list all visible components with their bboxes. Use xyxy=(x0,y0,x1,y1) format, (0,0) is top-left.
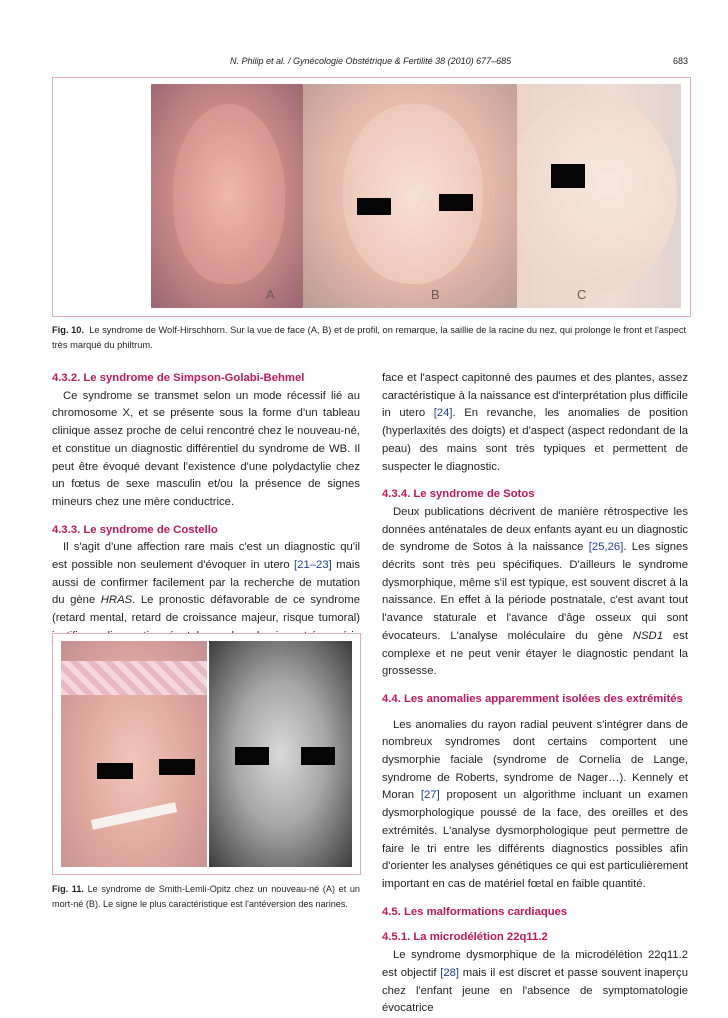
text-run: proposent un algorithme incluant un examen dysmorphologique poussé de la face, des oreilles et des extrémités. L'analyse dysmorphologique peut permettre de faire le tri entre les différents diagnostics possibles afin d'orienter les analyses génétiques ce qui est particulièrement important en cas de matériel fœtal en faible quantité. xyxy=(382,789,688,890)
caption-text: Le syndrome de Wolf-Hirschhorn. Sur la vue de face (A, B) et de profil, on remarque, la saillie de la racine du nez, qui prolonge le front et l'aspect très marqué du philtrum. xyxy=(52,325,687,350)
figure-11-caption xyxy=(52,882,360,912)
photo-c-newborn-profile xyxy=(517,84,681,308)
figure-10-caption xyxy=(52,323,689,353)
eye-mask-bar xyxy=(301,747,335,765)
face-shape xyxy=(517,94,677,294)
section-4-4-paragraph xyxy=(382,717,688,894)
figure-11 xyxy=(52,633,361,875)
eye-mask-bar xyxy=(551,164,585,188)
section-4-5-1-heading: 4.5.1. La microdélétion 22q11.2 xyxy=(382,931,548,944)
running-header: N. Philip et al. / Gynécologie Obstétrique & Fertilité 38 (2010) 677–685 xyxy=(230,56,512,66)
panel-label-a: A xyxy=(266,287,275,302)
citation-link[interactable]: [27] xyxy=(420,789,440,802)
citation-link[interactable]: [24] xyxy=(433,407,453,420)
text-run: . Le pronostic défavorable de ce syndrome (retard mental, retard de croissance majeur, risque tumoral) xyxy=(52,594,360,625)
headband xyxy=(61,661,207,695)
text-run: Il s'agit d'une affection rare mais c'est un diagnostic qu'il est possible non seulement d'évoquer in utero xyxy=(52,541,360,572)
text-run: Deux publications décrivent de manière rétrospective les données anténatales de deux enfants ayant eu un diagnostic de syndrome de Sotos à la naissance xyxy=(382,505,688,554)
panel-label-b: B xyxy=(431,287,440,302)
section-4-3-2-heading: 4.3.2. Le syndrome de Simpson-Golabi-Behmel xyxy=(52,372,305,384)
text-run: Les anomalies du rayon radial peuvent s'intégrer dans de nombreux syndromes dont certains comportent une dysmorphie faciale (syndrome de Cornelia de Lange, syndrome de Roberts, syndrome de Nager…). Kennely et Moran xyxy=(382,718,688,802)
citation-link[interactable]: [21–23] xyxy=(294,559,332,572)
section-4-3-4-heading: 4.3.4. Le syndrome de Sotos xyxy=(382,488,535,501)
text-run: est complexe et ne peut venir étayer le diagnostic pendant la grossesse. xyxy=(382,629,688,678)
gene-name: HRAS xyxy=(100,594,133,607)
face-shape xyxy=(173,104,285,284)
section-4-3-3-heading: 4.3.3. Le syndrome de Costello xyxy=(52,523,218,536)
eye-mask-bar xyxy=(235,747,269,765)
photo-b-newborn-front xyxy=(303,84,517,308)
photo-a-newborn xyxy=(61,641,207,867)
citation-link[interactable]: [28] xyxy=(440,966,460,979)
text-run: Le syndrome dysmorphique de la microdélétion 22q11.2 est objectif xyxy=(382,949,688,979)
text-run: face et l'aspect capitonné des paumes et des plantes, assez caractéristique à la naissance est d'interprétation plus difficile in utero xyxy=(382,372,688,420)
caption-text: Le syndrome de Smith-Lemli-Opitz chez un nouveau-né (A) et un mort-né (B). Le signe le plus caractéristique est l'antéversion des narines. xyxy=(52,884,360,909)
section-4-3-2-paragraph: Ce syndrome se transmet selon un mode récessif lié au chromosome X, et se présente sous la forme d'un tableau clinique assez proche de celui rencontré chez le nouveau-né, et constitue un diagnostic différentiel du syndrome de WB. Il peut être évoqué devant l'existence d'une polydactylie chez un fœtus de sexe masculin et/ou la présence de signes mineurs chez une mère conductrice. xyxy=(52,389,360,508)
gene-name: NSD1 xyxy=(632,629,663,642)
eye-mask-bar xyxy=(159,759,195,775)
section-4-5-heading: 4.5. Les malformations cardiaques xyxy=(382,905,568,918)
section-4-4-heading: 4.4. Les anomalies apparemment isolées des extrémités xyxy=(382,692,683,705)
section-4-3-4-paragraph xyxy=(382,504,688,681)
eye-mask-bar xyxy=(357,198,391,215)
figure-10 xyxy=(52,77,691,317)
costello-continuation-paragraph xyxy=(382,370,688,476)
text-run: mais il est discret et passe souvent inaperçu chez l'enfant jeune en l'absence de symptomatologie évocatrice xyxy=(382,966,688,1015)
eye-mask-bar xyxy=(97,763,133,779)
citation-link[interactable]: [25,26] xyxy=(588,541,624,554)
eye-mask-bar xyxy=(439,194,473,211)
caption-label: Fig. 11. xyxy=(52,884,84,894)
photo-b-stillborn xyxy=(209,641,352,867)
nasal-tape xyxy=(91,802,177,830)
page-number: 683 xyxy=(672,56,688,66)
panel-label-c: C xyxy=(577,287,587,302)
text-run: . Les signes décrits sont très peu spécifiques. D'ailleurs le syndrome dysmorphique, même s'il est typique, est souvent discret à la naissance. En effet à la période postnatale, c'est avant tout l'avance staturale et l'avance d'âge osseux qui sont évocateurs. L'analyse moléculaire du gène xyxy=(382,541,688,642)
caption-label: Fig. 10. xyxy=(52,325,85,335)
text-run: . En revanche, les anomalies de position (hyperlaxités des doigts) et d'aspect (aspect redondant de la peau) des mains sont très typiques et permettent de suspecter le diagnostic. xyxy=(382,407,688,473)
section-4-5-1-paragraph xyxy=(382,947,688,1018)
text-run: mais aussi de confirmer facilement par la recherche de mutation du gène xyxy=(52,559,360,607)
right-column xyxy=(382,370,688,1018)
photo-a-newborn-front xyxy=(151,84,303,308)
